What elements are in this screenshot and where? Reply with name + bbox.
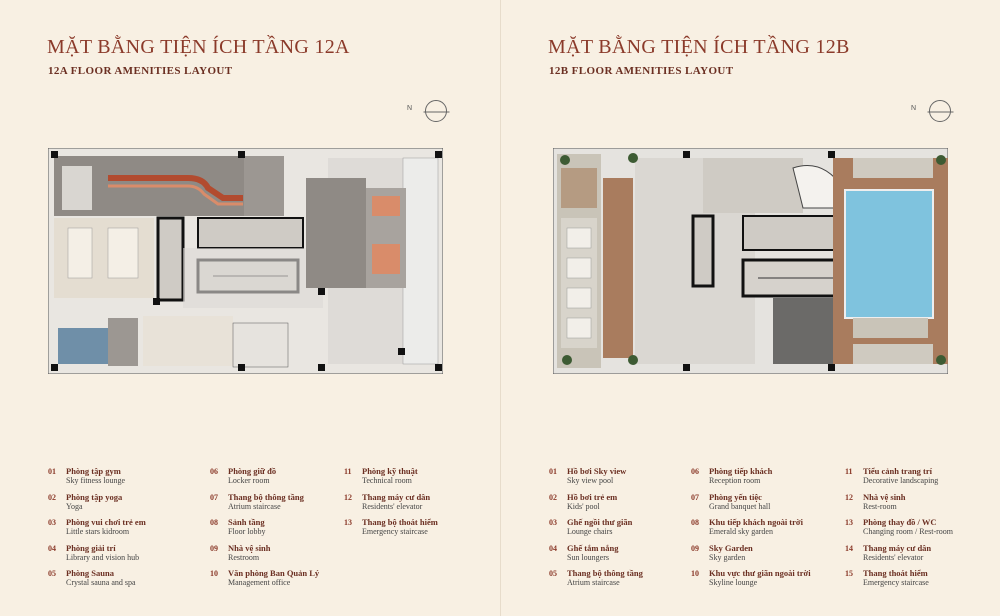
page-title: MẶT BẰNG TIỆN ÍCH TẦNG 12A bbox=[47, 36, 350, 58]
legend-column bbox=[845, 466, 995, 594]
legend-item: 05 Phòng Sauna Crystal sauna and spa bbox=[48, 568, 136, 587]
legend-item: 09 Nhà vệ sinh Restroom bbox=[210, 542, 271, 562]
legend-item: 02 Hồ bơi trẻ em Kids' pool bbox=[549, 491, 618, 511]
page-subtitle: 12B FLOOR AMENITIES LAYOUT bbox=[549, 65, 734, 77]
compass-north-label: N bbox=[911, 105, 917, 112]
legend-item: 09 Sky Garden Sky garden bbox=[691, 542, 753, 562]
legend-item: 06 Phòng tiếp khách Reception room bbox=[691, 466, 773, 485]
floor-plan-12b bbox=[553, 148, 948, 374]
legend-item: 07 Thang bộ thông tầng Atrium staircase bbox=[210, 491, 304, 511]
legend-item: 03 Phòng vui chơi trẻ em Little stars kidroom bbox=[48, 517, 146, 536]
legend-item: 01 Phòng tập gym Sky fitness lounge bbox=[48, 466, 126, 485]
compass-icon bbox=[911, 98, 951, 126]
legend-column bbox=[549, 466, 699, 594]
legend-item: 11 Tiểu cảnh trang trí Decorative landscaping bbox=[845, 466, 939, 485]
legend-item: 13 Thang bộ thoát hiểm Emergency staircase bbox=[344, 517, 438, 536]
page-subtitle: 12A FLOOR AMENITIES LAYOUT bbox=[48, 65, 233, 77]
legend-item: 10 Khu vực thư giãn ngoài trời Skyline lounge bbox=[691, 568, 811, 587]
legend-item: 12 Thang máy cư dân Residents' elevator bbox=[344, 491, 431, 511]
legend-item: 11 Phòng kỹ thuật Technical room bbox=[344, 466, 418, 485]
legend-item: 06 Phòng giữ đồ Locker room bbox=[210, 466, 277, 485]
legend-item: 08 Khu tiếp khách ngoài trời Emerald sky garden bbox=[691, 517, 803, 536]
legend-12a bbox=[48, 466, 468, 606]
legend-item: 15 Thang thoát hiểm Emergency staircase bbox=[845, 568, 929, 587]
legend-column bbox=[48, 466, 198, 594]
legend-item: 10 Văn phòng Ban Quản Lý Management office bbox=[210, 568, 320, 587]
legend-column bbox=[344, 466, 494, 543]
floor-plan-12a bbox=[48, 148, 443, 374]
legend-item: 14 Thang máy cư dân Residents' elevator bbox=[845, 542, 932, 562]
legend-column bbox=[210, 466, 360, 594]
legend-column bbox=[691, 466, 841, 594]
page-12b bbox=[500, 0, 1000, 616]
legend-item: 12 Nhà vệ sinh Rest-room bbox=[845, 491, 906, 511]
legend-item: 04 Ghế tắm nắng Sun loungers bbox=[549, 542, 619, 562]
compass-north-label: N bbox=[407, 105, 413, 112]
legend-item: 13 Phòng thay đồ / WC Changing room / Rest-room bbox=[845, 517, 953, 536]
legend-item: 01 Hồ bơi Sky view Sky view pool bbox=[549, 466, 627, 485]
legend-item: 02 Phòng tập yoga Yoga bbox=[48, 491, 123, 511]
legend-item: 07 Phòng yến tiệc Grand banquet hall bbox=[691, 491, 771, 511]
legend-item: 03 Ghế ngồi thư giãn Lounge chairs bbox=[549, 517, 633, 536]
legend-item: 04 Phòng giải trí Library and vision hub bbox=[48, 542, 140, 562]
page-title: MẶT BẰNG TIỆN ÍCH TẦNG 12B bbox=[548, 36, 850, 58]
legend-12b bbox=[549, 466, 969, 606]
legend-item: 08 Sảnh tầng Floor lobby bbox=[210, 517, 266, 536]
legend-item: 05 Thang bộ thông tầng Atrium staircase bbox=[549, 568, 643, 587]
compass-icon bbox=[407, 98, 447, 126]
